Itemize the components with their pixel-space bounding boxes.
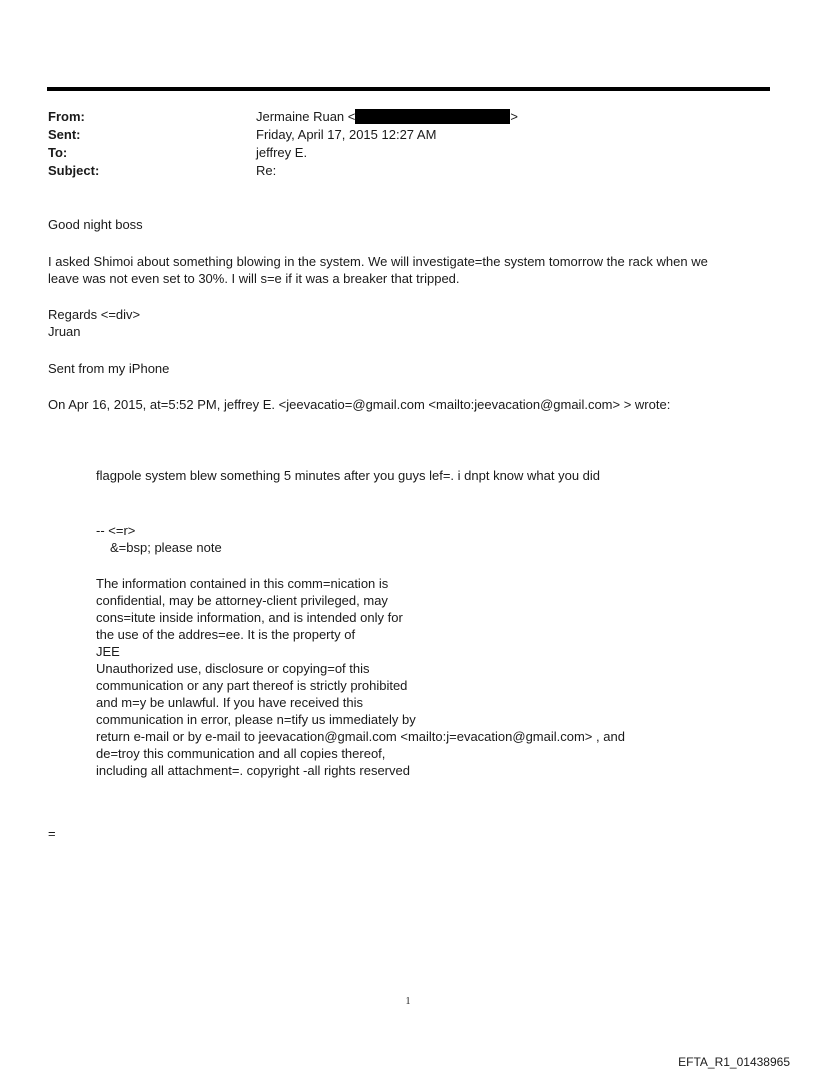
disclaimer-line: cons=itute inside information, and is intended only for: [96, 610, 403, 625]
sender-signature: Jruan: [48, 324, 81, 339]
to-value: jeffrey E.: [256, 145, 308, 160]
disclaimer-line: including all attachment=. copyright -all rights reserved: [96, 763, 410, 778]
sent-label: Sent:: [48, 127, 81, 142]
to-label: To:: [48, 145, 68, 160]
regards-line: Regards <=div>: [48, 307, 141, 322]
from-label: From:: [48, 109, 85, 124]
sent-value: Friday, April 17, 2015 12:27 AM: [256, 127, 437, 142]
sent-from-line: Sent from my iPhone: [48, 361, 170, 376]
disclaimer-line: return e-mail or by e-mail to jeevacation@gmail.com <mailto:j=evacation@gmail.com> , and: [96, 729, 625, 744]
trailer-mark: =: [48, 826, 56, 841]
disclaimer-line: JEE: [96, 644, 120, 659]
from-close: >: [510, 109, 518, 124]
body-line: leave was not even set to 30%. I will s=e if it was a breaker that tripped.: [48, 271, 460, 286]
signature-dash: -- <=r>: [96, 523, 136, 538]
greeting: Good night boss: [48, 217, 143, 232]
from-name: Jermaine Ruan <: [256, 109, 356, 124]
disclaimer-line: the use of the addres=ee. It is the property of: [96, 627, 356, 642]
subject-value: Re:: [256, 163, 277, 178]
page-number: 1: [405, 996, 411, 1007]
disclaimer-line: de=troy this communication and all copies thereof,: [96, 746, 386, 761]
disclaimer-line: communication in error, please n=tify us immediately by: [96, 712, 416, 727]
disclaimer-line: The information contained in this comm=nication is: [96, 576, 389, 591]
from-value: [256, 108, 518, 126]
body-line: I asked Shimoi about something blowing in the system. We will investigate=the system tomorrow the rack when we: [48, 254, 708, 269]
signature-note: &=bsp; please note: [110, 540, 222, 555]
quote-intro: On Apr 16, 2015, at=5:52 PM, jeffrey E. <jeevacatio=@gmail.com <mailto:jeevacation@gmail.com> > wrote:: [48, 397, 671, 412]
redacted-email: [355, 109, 510, 124]
disclaimer-line: communication or any part thereof is strictly prohibited: [96, 678, 408, 693]
disclaimer-line: Unauthorized use, disclosure or copying=of this: [96, 661, 370, 676]
quoted-message: flagpole system blew something 5 minutes after you guys lef=. i dnpt know what you did: [96, 468, 601, 483]
header-rule: [47, 87, 770, 91]
subject-label: Subject:: [48, 163, 100, 178]
disclaimer-line: confidential, may be attorney-client privileged, may: [96, 593, 388, 608]
disclaimer-line: and m=y be unlawful. If you have received this: [96, 695, 364, 710]
document-id: EFTA_R1_01438965: [678, 1055, 790, 1069]
